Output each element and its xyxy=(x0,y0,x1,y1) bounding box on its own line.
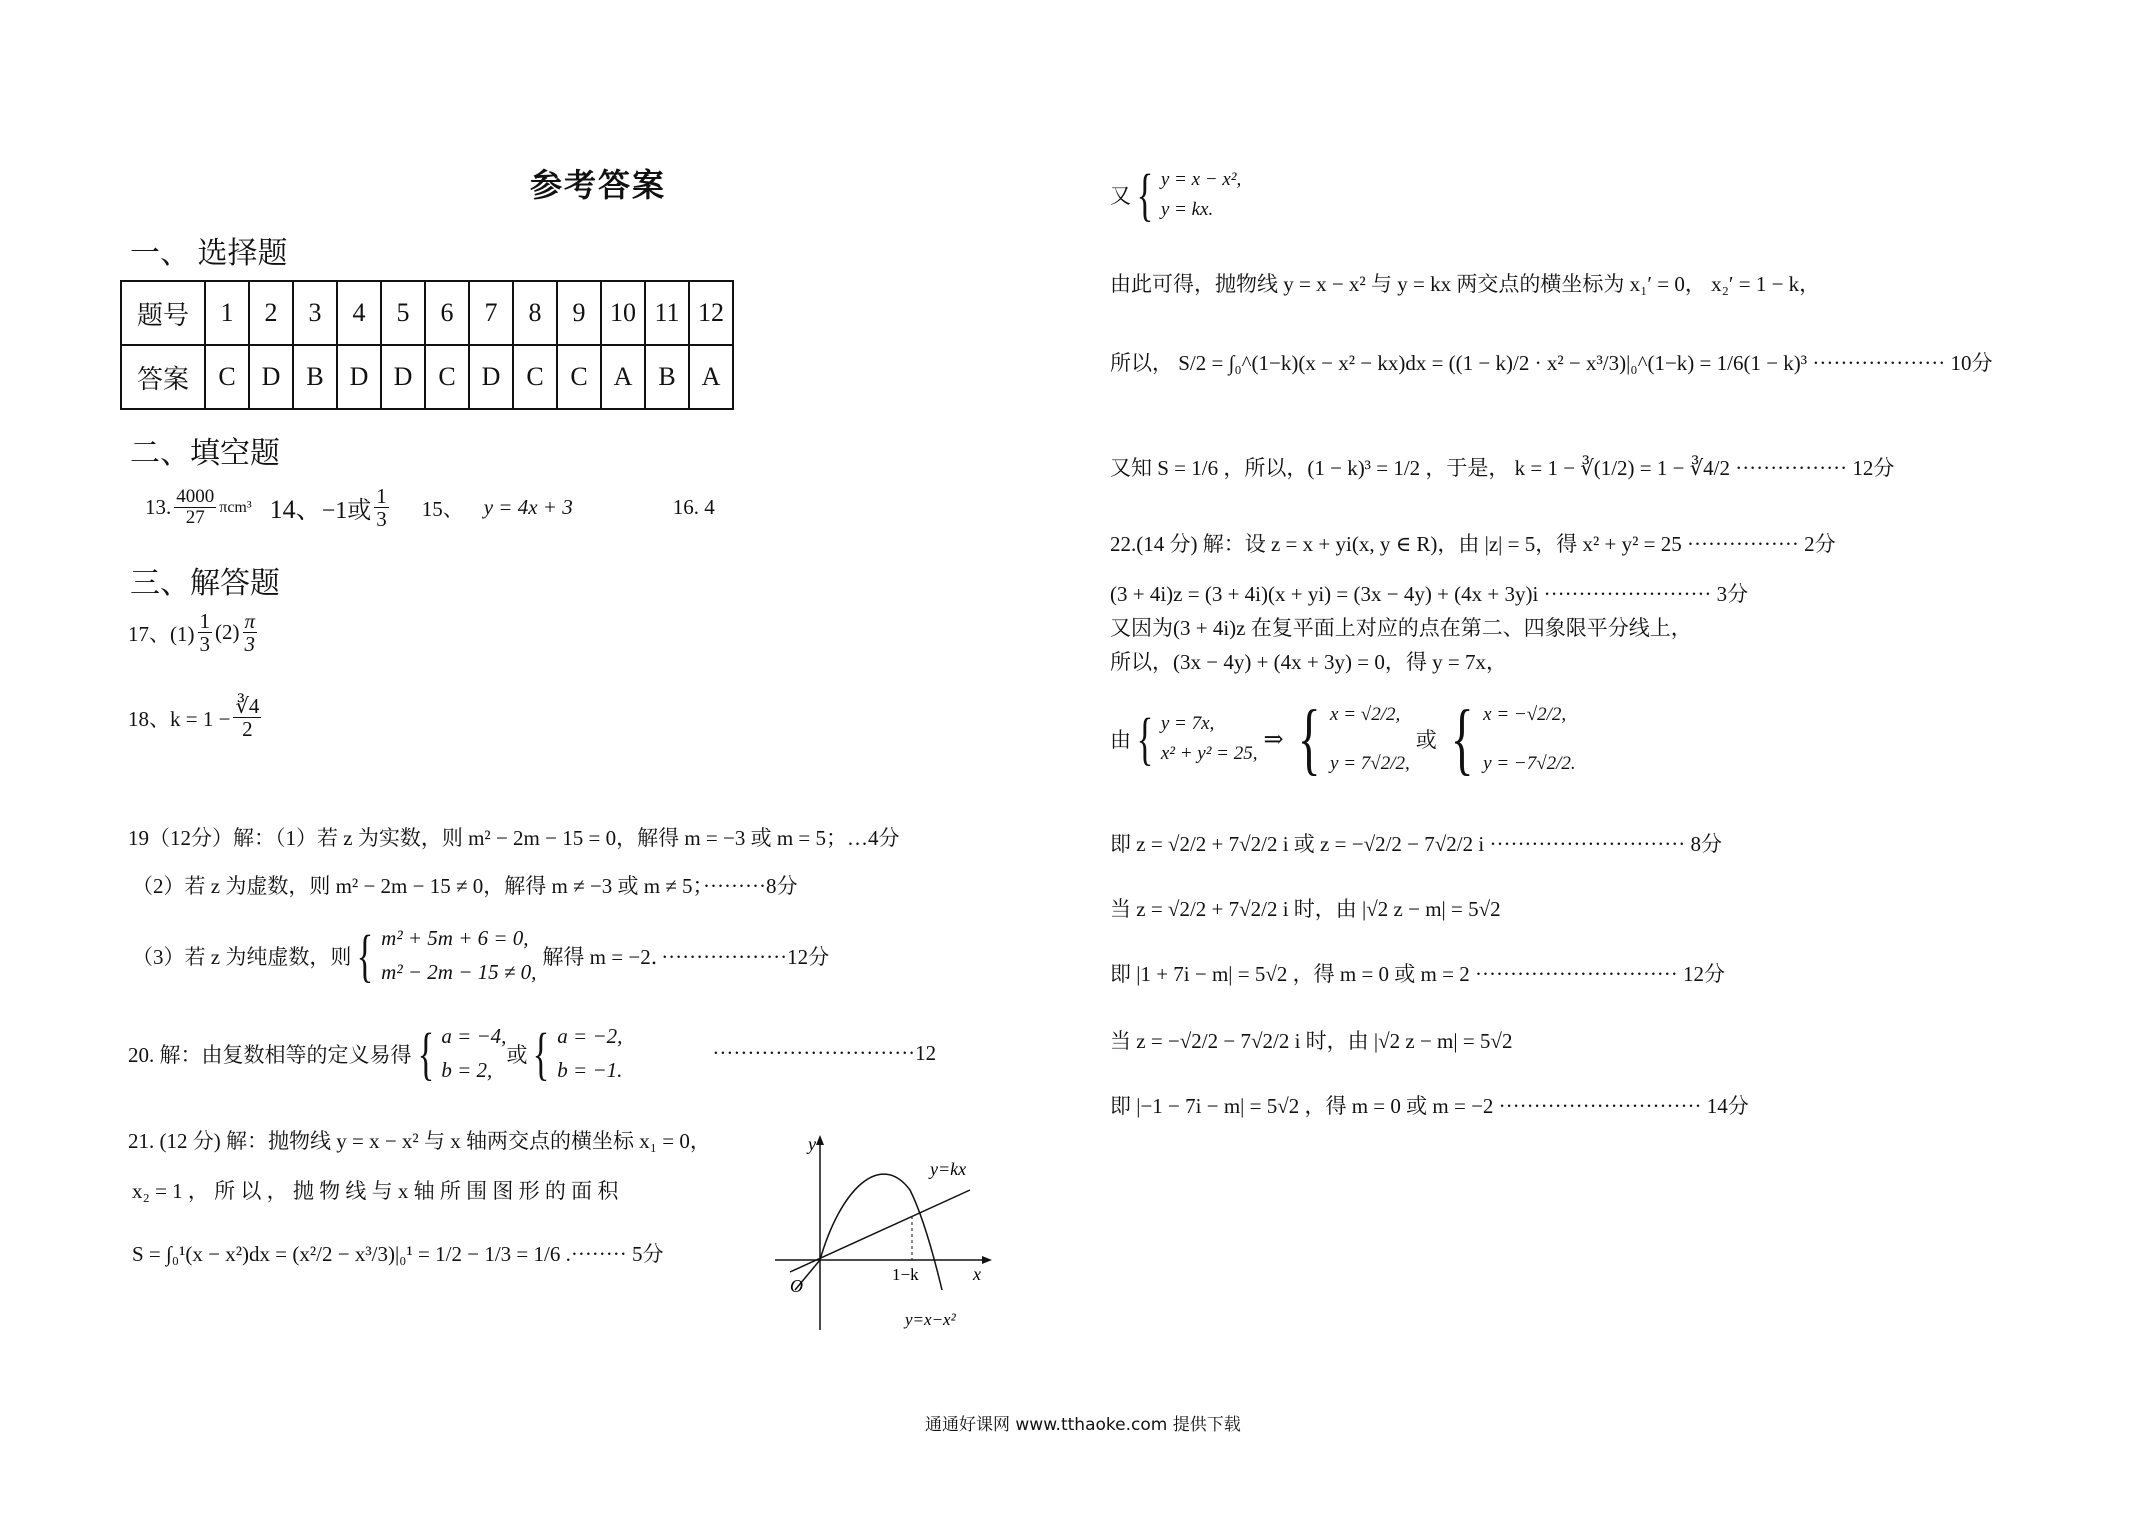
q14-label: 14、 xyxy=(269,495,322,525)
table-cell: 10 xyxy=(601,281,645,345)
table-cell: 7 xyxy=(469,281,513,345)
section-solve-heading: 三、解答题 xyxy=(130,567,280,600)
right-system-line-2: y = kx. xyxy=(1160,199,1214,221)
right-line-6: 又因为(3 + 4i)z 在复平面上对应的点在第二、四象限平分线上， xyxy=(1110,616,1692,640)
table-cell: D xyxy=(381,345,425,409)
table-cell: 2 xyxy=(249,281,293,345)
q17-label: 17、(1) xyxy=(128,621,195,646)
q19-system xyxy=(351,922,536,989)
table-head-number: 题号 xyxy=(121,281,205,345)
right-system-brace xyxy=(1131,162,1242,228)
table-cell: 4 xyxy=(337,281,381,345)
table-head-answer: 答案 xyxy=(121,345,205,409)
q21-line-3-mid: (x²/2 − x³/3)|₀¹ = xyxy=(292,1242,430,1266)
q17-numerator-1: 1 xyxy=(199,609,210,633)
table-cell: 3 xyxy=(293,281,337,345)
q14-answer: −1或 xyxy=(321,498,372,525)
page-footer: 通通好课网 www.tthaoke.com 提供下载 xyxy=(925,1415,1241,1435)
q20-a1: a = −4, xyxy=(441,1024,507,1048)
table-cell: B xyxy=(645,345,689,409)
q13-denominator: 27 xyxy=(185,507,205,529)
q16-answer: 16. 4 xyxy=(672,495,715,520)
q17-fraction-1 xyxy=(198,610,213,655)
parabola-curve xyxy=(795,1174,942,1290)
table-cell: 8 xyxy=(513,281,557,345)
right-line-4: 22.(14 分) 解：设 z = x + yi(x, y ∈ R)，由 |z| = 5，得 x² + y² = 25 ················ 2分 xyxy=(1110,532,1836,556)
right-line-8-or: 或 xyxy=(1415,728,1437,753)
right-system-pre: 又 xyxy=(1110,184,1131,209)
table-row-answers xyxy=(121,345,733,409)
table-cell: C xyxy=(513,345,557,409)
implies-arrow: ⇒ xyxy=(1263,726,1284,753)
q17-mid: (2) xyxy=(215,620,240,645)
table-cell: A xyxy=(601,345,645,409)
q20-system-2 xyxy=(527,1020,622,1087)
brace-glyph: { xyxy=(417,1020,434,1086)
right-line-8-b2: y = −7√2/2. xyxy=(1483,753,1576,775)
q20-tail: ·····························12 xyxy=(712,1041,937,1066)
brace-glyph: { xyxy=(1450,695,1474,784)
q13-fraction xyxy=(174,487,216,528)
brace-glyph: { xyxy=(533,1020,550,1086)
right-line-8-s1: y = 7x, xyxy=(1160,713,1215,734)
right-line-11: 即 |1 + 7i − m| = 5√2 ，得 m = 0 或 m = 2 ····························· 12分 xyxy=(1110,962,1726,986)
q21-line-2: x₂ = 1 ， 所 以 ， 抛 物 线 与 x 轴 所 围 图 形 的 面 积 xyxy=(132,1179,619,1203)
x-axis-arrow xyxy=(982,1256,992,1264)
q14-numerator: 1 xyxy=(376,484,387,508)
q20-pre: 20. 解：由复数相等的定义易得 xyxy=(128,1042,412,1067)
right-line-13: 即 |−1 − 7i − m| = 5√2 ，得 m = 0 或 m = −2 ····························· 14分 xyxy=(1110,1094,1749,1118)
right-system-line-1: y = x − x², xyxy=(1160,169,1242,190)
right-line-1: 由此可得，抛物线 y = x − x² 与 y = kx 两交点的横坐标为 x₁′ = 0， x₂′ = 1 − k， xyxy=(1110,272,1821,296)
q20-a2: a = −2, xyxy=(557,1024,623,1048)
q17-denominator-1: 3 xyxy=(199,632,210,657)
q19-line-3 xyxy=(132,922,829,989)
q13-unit: πcm³ xyxy=(219,498,252,516)
table-row-numbers xyxy=(121,281,733,345)
section-choice-heading: 一、 选择题 xyxy=(130,237,288,270)
q19-system-line-2: m² − 2m − 15 ≠ 0, xyxy=(381,959,537,984)
fill-answers-line xyxy=(145,485,715,530)
q21-line-3 xyxy=(132,1238,664,1268)
origin-label: O xyxy=(790,1276,803,1296)
table-cell: 9 xyxy=(557,281,601,345)
q14-fraction xyxy=(374,485,389,530)
right-line-8-a1: x = √2/2, xyxy=(1330,704,1401,725)
right-line-8 xyxy=(1110,690,1576,789)
q19-line-3-post: 解得 m = −2．··················12分 xyxy=(542,944,830,969)
q18-answer xyxy=(128,695,264,740)
q14-denominator: 3 xyxy=(376,507,387,532)
table-cell: C xyxy=(205,345,249,409)
table-cell: D xyxy=(337,345,381,409)
q18-denominator: 2 xyxy=(242,717,253,742)
right-line-12: 当 z = −√2/2 − 7√2/2 i 时，由 |√2 z − m| = 5√2 xyxy=(1110,1029,1513,1053)
q20-system-1 xyxy=(412,1020,507,1087)
right-line-8-solution-2 xyxy=(1443,690,1576,789)
brace-glyph: { xyxy=(1136,706,1154,772)
table-cell: 5 xyxy=(381,281,425,345)
q21-line-1: 21. (12 分) 解：抛物线 y = x − x² 与 x 轴两交点的横坐标 x₁ = 0， xyxy=(128,1129,711,1153)
q17-fraction-2 xyxy=(243,610,258,655)
table-cell: 6 xyxy=(425,281,469,345)
table-cell: B xyxy=(293,345,337,409)
line-label: y=kx xyxy=(930,1159,967,1179)
right-line-8-solution-1 xyxy=(1290,690,1410,789)
q20-answer xyxy=(128,1020,936,1087)
q20-or: 或 xyxy=(506,1042,528,1067)
right-line-8-pre: 由 xyxy=(1110,728,1131,753)
right-line-3: 又知 S = 1/6 ，所以，(1 − k)³ = 1/2 ，于是， k = 1 − ∛(1/2) = 1 − ∛4/2 ················ 12分 xyxy=(1110,456,1895,480)
table-cell: C xyxy=(425,345,469,409)
q21-line-3-pre: S = ∫₀¹(x − x²)dx = xyxy=(132,1242,288,1266)
section-fill-heading: 二、填空题 xyxy=(130,437,280,470)
y-axis-label: y xyxy=(808,1134,816,1154)
curve-label: y=x−x² xyxy=(905,1310,956,1329)
q17-denominator-2: 3 xyxy=(244,632,256,657)
q18-numerator: ∛4 xyxy=(235,694,260,718)
table-cell: A xyxy=(689,345,733,409)
right-line-5: (3 + 4i)z = (3 + 4i)(x + yi) = (3x − 4y) + (4x + 3y)i ························ 3分 xyxy=(1110,582,1749,606)
q18-fraction xyxy=(233,695,261,740)
q13-label: 13. xyxy=(145,495,172,520)
answer-table xyxy=(120,280,734,410)
q17-answer xyxy=(128,610,260,655)
table-cell: D xyxy=(469,345,513,409)
right-line-8-system xyxy=(1131,706,1258,772)
table-cell: C xyxy=(557,345,601,409)
right-line-8-s2: x² + y² = 25, xyxy=(1160,743,1258,765)
q15-answer: y = 4x + 3 xyxy=(483,495,573,520)
x-axis-label: x xyxy=(973,1264,981,1284)
q19-line-3-pre: （3）若 z 为纯虚数，则 xyxy=(132,944,352,969)
right-line-2: 所以， S/2 = ∫₀^(1−k)(x − x² − kx)dx = ((1 − k)/2 · x² − x³/3)|₀^(1−k) = 1/6(1 − k)³ ··················· 10分 xyxy=(1110,351,1993,375)
right-line-10: 当 z = √2/2 + 7√2/2 i 时，由 |√2 z − m| = 5√2 xyxy=(1110,897,1501,921)
right-system xyxy=(1110,162,1242,228)
table-cell: D xyxy=(249,345,293,409)
table-cell: 12 xyxy=(689,281,733,345)
q13-numerator: 4000 xyxy=(176,486,215,508)
brace-glyph: { xyxy=(1136,162,1154,228)
q20-b1: b = 2, xyxy=(441,1057,493,1082)
q15-label: 15、 xyxy=(421,496,464,521)
tick-label: 1−k xyxy=(892,1265,919,1284)
right-line-8-b1: x = −√2/2, xyxy=(1483,704,1567,725)
y-axis-arrow xyxy=(816,1135,824,1145)
q19-system-line-1: m² + 5m + 6 = 0, xyxy=(381,926,529,950)
right-line-7: 所以，(3x − 4y) + (4x + 3y) = 0，得 y = 7x， xyxy=(1110,650,1507,674)
right-line-9: 即 z = √2/2 + 7√2/2 i 或 z = −√2/2 − 7√2/2 i ···························· 8分 xyxy=(1110,832,1723,856)
brace-glyph: { xyxy=(1297,695,1321,784)
brace-glyph: { xyxy=(356,922,374,988)
q19-line-2: （2）若 z 为虚数，则 m² − 2m − 15 ≠ 0，解得 m ≠ −3 或 m ≠ 5；·········8分 xyxy=(132,874,798,898)
parabola-graph xyxy=(770,1130,1000,1340)
table-cell: 1 xyxy=(205,281,249,345)
q18-label: 18、k = 1 − xyxy=(128,706,231,731)
q21-line-3-post: 1/2 − 1/3 = 1/6 .········ 5分 xyxy=(435,1242,664,1266)
q17-numerator-2: π xyxy=(244,609,256,633)
page-title: 参考答案 xyxy=(530,167,667,203)
q20-b2: b = −1. xyxy=(557,1057,623,1082)
q19-line-1: 19（12分）解：（1）若 z 为实数，则 m² − 2m − 15 = 0，解得 m = −3 或 m = 5；…4分 xyxy=(128,826,900,850)
table-cell: 11 xyxy=(645,281,689,345)
right-line-8-a2: y = 7√2/2, xyxy=(1330,753,1410,775)
